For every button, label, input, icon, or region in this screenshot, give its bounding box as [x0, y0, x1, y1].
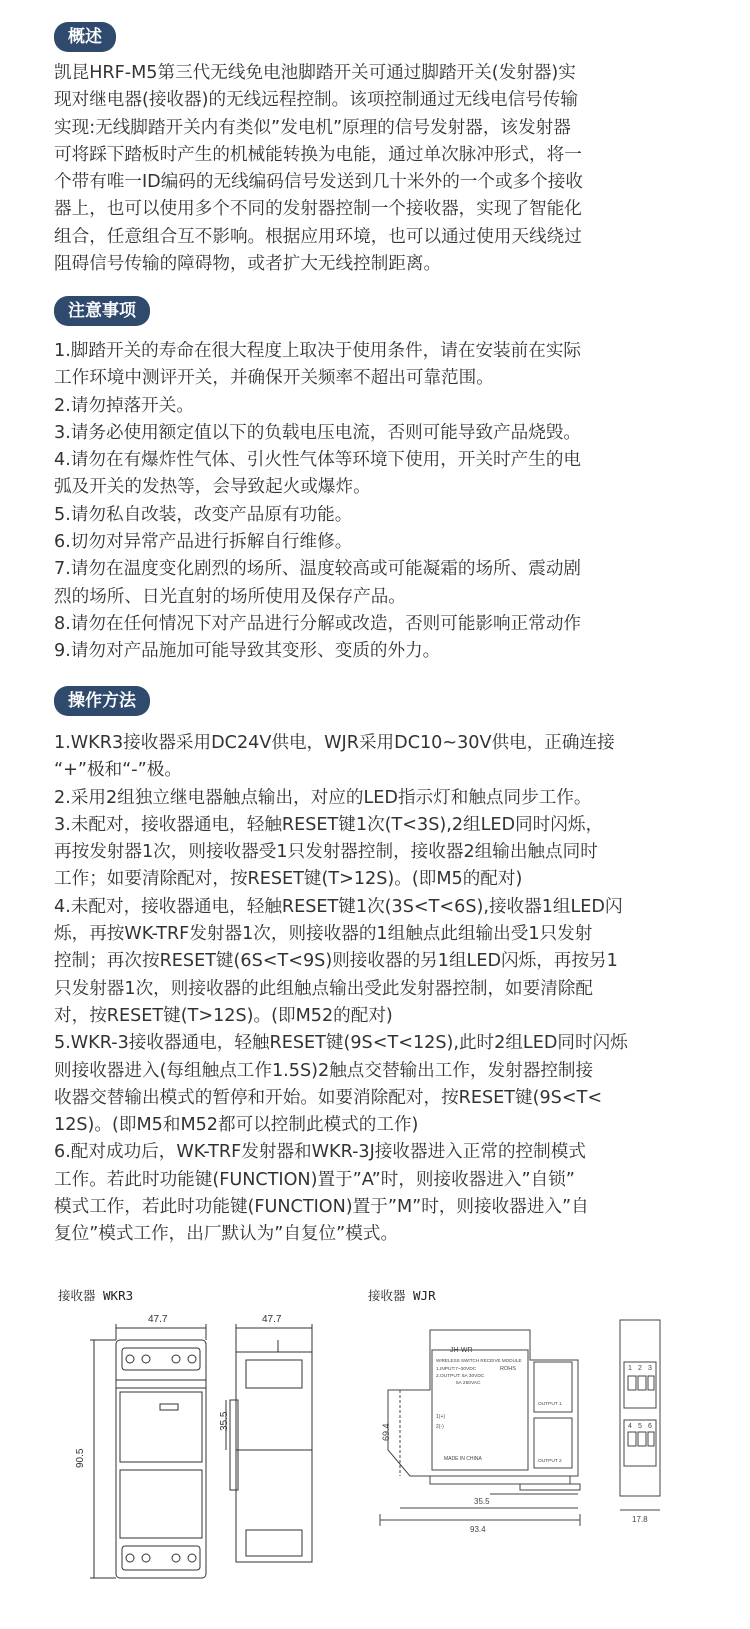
- operation-line: 只发射器1次，则接收器的此组触点输出受此发射器控制，如要清除配: [54, 978, 594, 999]
- operation-line: 模式工作，若此时功能键(FUNCTION)置于”M”时，则接收器进入”自: [54, 1197, 589, 1218]
- wjr-module-name: WIRELESS SWITCH RECEIVE MODULE: [436, 1358, 522, 1363]
- operation-line: 3.未配对，接收器通电，轻触RESET键1次(T<3S),2组LED同时闪烁，: [54, 814, 604, 835]
- operation-line: 复位”模式工作，出厂默认为”自复位”模式。: [54, 1224, 399, 1245]
- wjr-spec-1: 1.INPUT:7~30VDC: [436, 1367, 477, 1372]
- wjr-term-bottom-6: 6: [648, 1423, 652, 1430]
- wjr-rohs: ROHS: [500, 1366, 516, 1372]
- wkr3-drawing-label: 接收器 WKR3: [58, 1288, 134, 1303]
- operation-line: 收器交替输出模式的暂停和开始。如要消除配对，按RESET键(9S<T<: [54, 1087, 603, 1108]
- wjr-spec-3: 5A 250VAC: [456, 1381, 481, 1386]
- notes-line: 8.请勿在任何情况下对产品进行分解或改造，否则可能影响正常动作: [54, 613, 582, 634]
- notes-line: 9.请勿对产品施加可能导致其变形、变质的外力。: [54, 641, 441, 662]
- wjr-dim-side: 17.8: [632, 1515, 648, 1524]
- operation-line: “+”极和“-”极。: [54, 760, 182, 781]
- wjr-term-top-2: 2: [638, 1365, 642, 1372]
- overview-line: 现对继电器(接收器)的无线远程控制。该项控制通过无线电信号传输: [54, 90, 578, 111]
- notes-line: 工作环境中测评开关，并确保开关频率不超出可靠范围。: [54, 368, 494, 389]
- wjr-output-2: OUTPUT 2: [538, 1459, 562, 1464]
- wjr-term-top-3: 3: [648, 1365, 652, 1372]
- overview-line: 阻碍信号传输的障碍物，或者扩大无线控制距离。: [54, 254, 442, 275]
- operation-paragraph: [54, 730, 704, 1249]
- wkr3-dim-height: 90.5: [75, 1448, 86, 1468]
- wjr-dimension-drawing: [370, 1300, 690, 1620]
- overview-line: 器上，也可以使用多个不同的发射器控制一个接收器，实现了智能化: [54, 199, 582, 220]
- overview-heading: 概述: [54, 22, 116, 52]
- wkr3-dimension-drawing: [50, 1300, 340, 1620]
- wjr-drawing-label: 接收器 WJR: [368, 1288, 436, 1303]
- wjr-made-in: MADE IN CHINA: [444, 1456, 482, 1462]
- operation-line: 1.WKR3接收器采用DC24V供电，WJR采用DC10~30V供电，正确连接: [54, 733, 615, 753]
- operation-line: 对，按RESET键(T>12S)。(即M52的配对): [54, 1005, 393, 1026]
- overview-line: 实现:无线脚踏开关内有类似”发电机”原理的信号发射器，该发射器: [54, 117, 571, 138]
- notes-heading: 注意事项: [54, 296, 150, 326]
- operation-line: 工作。若此时功能键(FUNCTION)置于”A”时，则接收器进入”自锁”: [54, 1169, 575, 1190]
- overview-line: 凯昆HRF-M5第三代无线免电池脚踏开关可通过脚踏开关(发射器)实: [54, 63, 576, 83]
- wjr-dim-height: 69.4: [381, 1423, 391, 1441]
- operation-line: 控制；再次按RESET键(6S<T<9S)则接收器的另1组LED闪烁，再按另1: [54, 951, 618, 972]
- operation-line: 工作；如要清除配对，按RESET键(T>12S)。(即M5的配对): [54, 869, 523, 890]
- wjr-output-1: OUTPUT 1: [538, 1402, 562, 1407]
- operation-line: 烁，再按WK-TRF发射器1次，则接收器的1组触点此组输出受1只发射: [54, 924, 593, 945]
- operation-line: 再按发射器1次，则接收器受1只发射器控制，接收器2组输出触点同时: [54, 842, 598, 863]
- wjr-term-bottom-4: 4: [628, 1423, 632, 1430]
- wjr-model: JH-WR: [450, 1347, 473, 1354]
- wjr-term-plus: 1(+): [436, 1414, 446, 1420]
- notes-line: 烈的场所、日光直射的场所使用及保存产品。: [54, 586, 406, 607]
- operation-line: 5.WKR-3接收器通电，轻触RESET键(9S<T<12S),此时2组LED同时闪烁: [54, 1033, 628, 1054]
- notes-line: 2.请勿掉落开关。: [54, 395, 194, 416]
- wjr-term-bottom-5: 5: [638, 1423, 642, 1430]
- overview-paragraph: [54, 60, 704, 278]
- overview-line: 个带有唯一ID编码的无线编码信号发送到几十米外的一个或多个接收: [54, 172, 583, 193]
- wjr-term-top-1: 1: [628, 1365, 632, 1372]
- wjr-spec-2: 2.OUTPUT: 5A 30VDC: [436, 1374, 485, 1379]
- overview-line: 可将踩下踏板时产生的机械能转换为电能，通过单次脉冲形式，将一: [54, 144, 582, 165]
- operation-line: 则接收器进入(每组触点工作1.5S)2触点交替输出工作，发射器控制接: [54, 1060, 594, 1081]
- notes-line: 7.请勿在温度变化剧烈的场所、温度较高或可能凝霜的场所、震动剧: [54, 559, 582, 580]
- wkr3-dim-side-width: 47.7: [262, 1314, 282, 1325]
- wjr-dim-width: 93.4: [470, 1525, 486, 1534]
- operation-line: 2.采用2组独立继电器触点输出，对应的LED指示灯和触点同步工作。: [54, 787, 592, 808]
- wjr-dim-inner: 35.5: [474, 1497, 490, 1506]
- notes-line: 5.请勿私自改装，改变产品原有功能。: [54, 504, 353, 525]
- overview-line: 组合，任意组合互不影响。根据应用环境，也可以通过使用天线绕过: [54, 226, 582, 247]
- operation-line: 4.未配对，接收器通电，轻触RESET键1次(3S<T<6S),接收器1组LED闪: [54, 896, 623, 917]
- operation-line: 6.配对成功后，WK-TRF发射器和WKR-3J接收器进入正常的控制模式: [54, 1142, 586, 1163]
- notes-line: 3.请务必使用额定值以下的负载电压电流，否则可能导致产品烧毁。: [54, 422, 582, 443]
- operation-line: 12S)。(即M5和M52都可以控制此模式的工作): [54, 1115, 419, 1136]
- wkr3-dim-inner: 35.5: [219, 1411, 230, 1431]
- notes-line: 4.请勿在有爆炸性气体、引火性气体等环境下使用，开关时产生的电: [54, 450, 582, 471]
- notes-paragraph: [54, 338, 704, 666]
- wjr-term-minus: 2(-): [436, 1424, 444, 1430]
- notes-line: 6.切勿对异常产品进行拆解自行维修。: [54, 532, 353, 553]
- wkr3-dim-front-width: 47.7: [148, 1314, 168, 1325]
- notes-line: 弧及开关的发热等，会导致起火或爆炸。: [54, 477, 371, 498]
- operation-heading: 操作方法: [54, 686, 150, 716]
- notes-line: 1.脚踏开关的寿命在很大程度上取决于使用条件，请在安装前在实际: [54, 341, 582, 361]
